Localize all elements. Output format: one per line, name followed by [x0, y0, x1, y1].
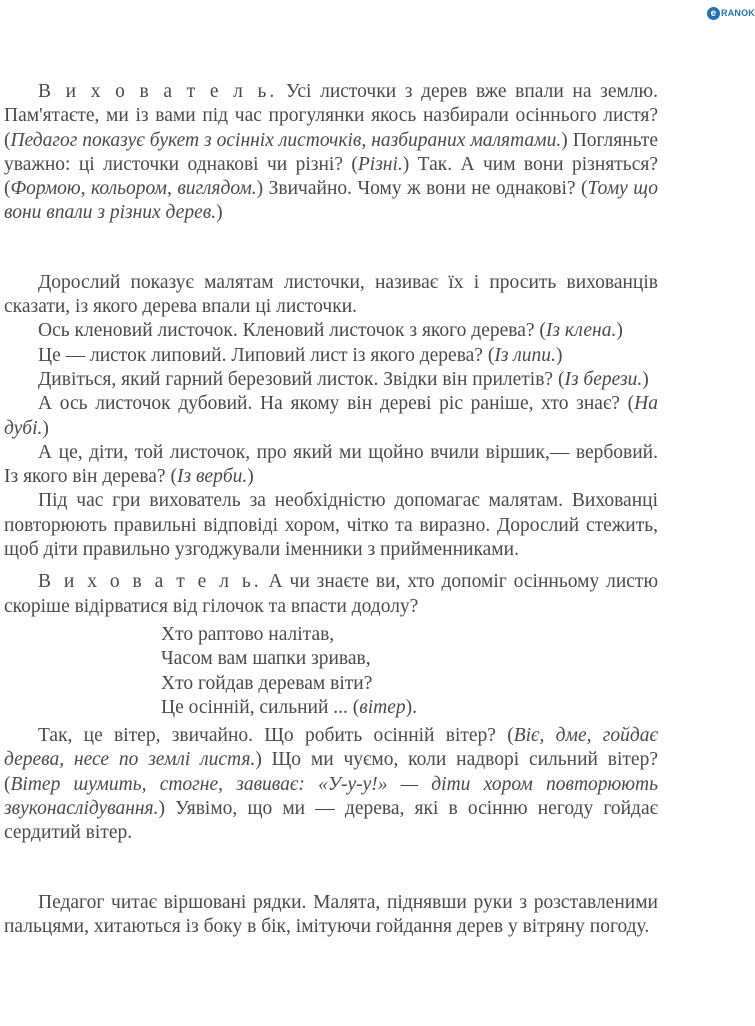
answer: Із липи.	[494, 344, 556, 366]
answer: На дубі.	[4, 393, 658, 439]
answer: Із берези.	[564, 368, 643, 390]
publisher-logo	[707, 6, 755, 20]
paragraph-birch	[4, 368, 658, 392]
text: )	[616, 320, 623, 342]
answer: Віє, дме, гойдає дерева, несе по землі листя.	[4, 725, 658, 771]
text: ) Уявімо, що ми — дерева, які в осінню негоду гойдає сердитий вітер.	[4, 798, 658, 844]
text: Усі листочки з дерев вже впали на землю. Пам'ятаєте, ми із вами під час прогулянки якось назбирали осіннього листя? (	[4, 81, 658, 151]
paragraph-intro: Дорослий показує малятам листочки, називає їх і просить вихованців сказати, із якого дерева впали ці листочки.	[4, 271, 658, 318]
text: )	[42, 417, 49, 439]
logo-text: RANOK	[721, 8, 755, 18]
paragraph-willow	[4, 441, 658, 490]
answer: Із клена.	[545, 320, 617, 342]
text: Так, це вітер, звичайно. Що робить осінній вітер? (	[38, 725, 514, 747]
paragraph-oak	[4, 392, 658, 441]
text: )	[555, 344, 563, 366]
text: А чи знаєте ви, хто допоміг осінньому листю скоріше відірватися від гілочок та впасти додолу?	[4, 571, 659, 617]
text: ) Звичайно. Чому ж вони не однакові? (	[256, 178, 588, 200]
paragraph-game-help: Під час гри вихователь за необхідністю допомагає малятам. Вихованці повторюють правильні відповіді хором, чітко та виразно. Дорослий стежить, щоб діти правильно узгоджували іменники з прийменниками.	[4, 490, 658, 561]
text: Дивіться, який гарний березовий листок. Звідки він прилетів? (	[38, 368, 565, 390]
paragraph-wind	[4, 724, 658, 845]
text: )	[642, 368, 649, 390]
paragraph-linden	[4, 344, 658, 368]
paragraph-poem-activity: Педагог читає віршовані рядки. Малята, піднявши руки з розставленими пальцями, хитаються із боку в бік, імітуючи гойдання дерев у вітряну погоду.	[4, 891, 658, 937]
answer: Формою, кольором, виглядом.	[10, 178, 257, 200]
text: Це — листок липовий. Липовий лист із якого дерева? (	[38, 344, 495, 366]
logo-mark: e	[707, 7, 720, 20]
poem-verse	[161, 623, 658, 720]
spacer	[4, 562, 658, 570]
paragraph-teacher-leaves	[4, 80, 658, 226]
stage-direction: Педагог показує букет з осінніх листочків, назбираних малятами.	[10, 129, 562, 151]
text: А це, діти, той листочок, про який ми щойно вчили віршик,— вербовий. Із якого він дерева? (	[4, 441, 658, 488]
text: Ось кленовий листочок. Кленовий листочок з якого дерева? (	[38, 320, 546, 342]
text: Це осінній, сильний ... (	[161, 696, 360, 718]
answer: Вітер шумить, стогне, завиває: «У-у-у!» — діти хором повторюють звуконаслідування.	[4, 773, 658, 820]
verse-line: Хто гойдав деревам віти?	[161, 672, 373, 694]
text: )	[216, 202, 223, 224]
text: ) Погляньте уважно: ці листочки однакові чи різні? (	[4, 129, 658, 175]
answer: вітер	[359, 696, 406, 718]
verse-line: Часом вам шапки зривав,	[161, 648, 371, 670]
answer: Різні.	[357, 153, 403, 175]
verse-line: Хто раптово налітав,	[161, 623, 335, 645]
answer: Тому що вони впали з різних дерев.	[4, 178, 658, 224]
text: ) Що ми чуємо, коли надворі сильний вітер? (	[4, 749, 658, 795]
spacer	[4, 226, 658, 271]
answer: Із верби.	[176, 466, 248, 488]
spacer	[4, 846, 658, 891]
text: ).	[405, 696, 418, 718]
page-content	[4, 80, 658, 939]
speaker-label: В и х о в а т е л ь.	[38, 571, 262, 593]
text: А ось листочок дубовий. На якому він дереві ріс раніше, хто знає? (	[38, 393, 635, 415]
paragraph-teacher-question	[4, 570, 658, 619]
verse-line	[161, 696, 658, 720]
speaker-label: В и х о в а т е л ь.	[38, 81, 278, 102]
paragraph-maple	[4, 319, 658, 343]
text: ) Так. А чим вони різняться? (	[4, 153, 658, 200]
text: )	[247, 466, 254, 488]
